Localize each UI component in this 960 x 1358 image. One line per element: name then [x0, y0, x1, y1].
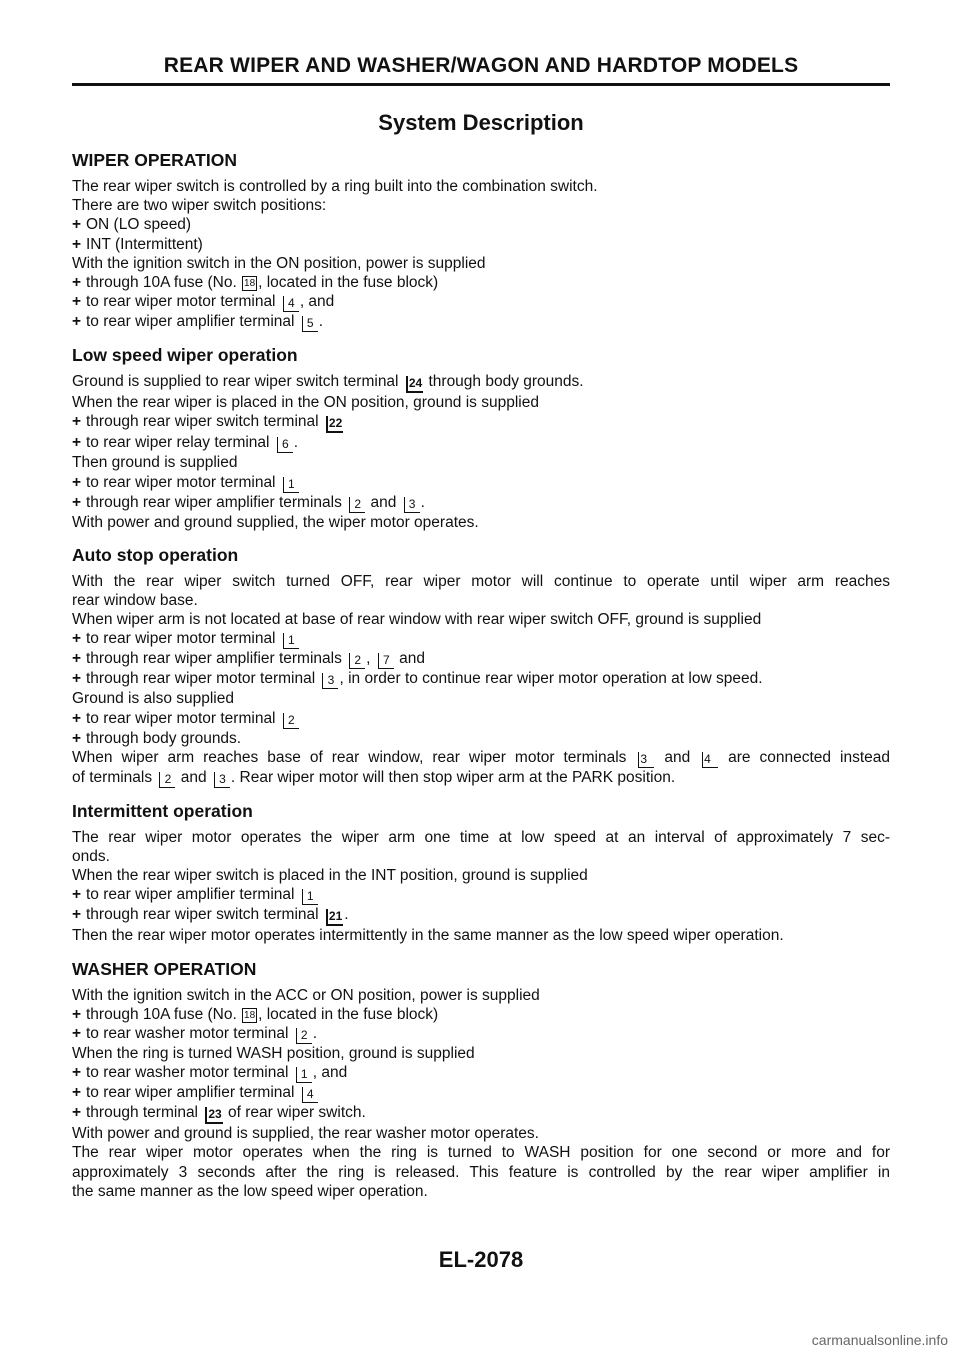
- bullet-line: [72, 493, 890, 513]
- terminal-number: 1: [283, 477, 299, 493]
- text-run: .: [420, 493, 425, 511]
- page-title: System Description: [378, 110, 584, 135]
- terminal-number: 24: [406, 376, 423, 393]
- text-run: through rear wiper amplifier terminals: [86, 650, 347, 668]
- text-line: [72, 513, 890, 532]
- bullet-line: [72, 473, 890, 493]
- text-line: [72, 254, 890, 273]
- text-line: [72, 610, 890, 629]
- text-run: to rear wiper motor terminal: [86, 293, 280, 311]
- bullet-mark: +: [72, 1064, 82, 1082]
- text-run: approximately 3 seconds after the ring is released. This feature is controlled by the rear wiper amplifier in: [72, 1163, 890, 1181]
- bullet-mark: +: [72, 906, 82, 924]
- text-line: [72, 689, 890, 708]
- text-line: [72, 768, 890, 788]
- bullet-line: [72, 412, 890, 433]
- text-run: to rear wiper amplifier terminal: [86, 1084, 299, 1102]
- text-run: When the rear wiper is placed in the ON position, ground is supplied: [72, 394, 539, 412]
- text-run: through rear wiper motor terminal: [86, 670, 320, 688]
- text-run: With the ignition switch in the ON position, power is supplied: [72, 254, 486, 272]
- text-line: [72, 572, 890, 591]
- sections-container: [72, 150, 890, 1201]
- text-run: to rear washer motor terminal: [86, 1064, 293, 1082]
- terminal-number: 7: [378, 653, 394, 669]
- text-run: through 10A fuse (No.: [86, 274, 242, 292]
- terminal-number: 2: [296, 1028, 312, 1044]
- bullet-mark: +: [72, 729, 82, 747]
- text-line: [72, 177, 890, 196]
- bullet-mark: +: [72, 216, 82, 234]
- text-line: [72, 1124, 890, 1143]
- bullet-mark: +: [72, 413, 82, 431]
- bullet-mark: +: [72, 293, 82, 311]
- terminal-number: 22: [326, 416, 343, 433]
- text-run: onds.: [72, 848, 110, 866]
- watermark: carmanualsonline.info: [811, 1332, 948, 1348]
- text-line: [72, 1143, 890, 1162]
- bullet-mark: +: [72, 434, 82, 452]
- text-run: When the rear wiper switch is placed in the INT position, ground is supplied: [72, 867, 588, 885]
- text-run: and: [176, 768, 211, 786]
- bullet-mark: +: [72, 630, 82, 648]
- text-line: [72, 926, 890, 945]
- text-run: When wiper arm is not located at base of rear window with rear wiper switch OFF, ground is supplied: [72, 611, 762, 629]
- text-run: The rear wiper motor operates when the ring is turned to WASH position for one second or more and for: [72, 1144, 890, 1162]
- text-run: and: [394, 650, 425, 668]
- text-run: INT (Intermittent): [86, 235, 203, 253]
- terminal-number: 23: [205, 1107, 222, 1124]
- bullet-line: [72, 312, 890, 332]
- terminal-number: 1: [283, 633, 299, 649]
- text-run: ON (LO speed): [86, 216, 192, 234]
- bullet-mark: +: [72, 274, 82, 292]
- bullet-line: [72, 215, 890, 234]
- text-run: through terminal: [86, 1104, 203, 1122]
- text-run: With power and ground is supplied, the rear washer motor operates.: [72, 1125, 539, 1143]
- bullet-mark: +: [72, 886, 82, 904]
- section-title: WASHER OPERATION: [72, 958, 257, 979]
- bullet-line: [72, 1083, 890, 1103]
- bullet-mark: +: [72, 1005, 82, 1023]
- text-line: [72, 1182, 890, 1201]
- bullet-line: [72, 1005, 890, 1024]
- text-run: The rear wiper motor operates the wiper arm one time at low speed at an interval of approximately 7 sec-: [72, 828, 890, 846]
- section: [72, 545, 890, 788]
- terminal-number: 2: [349, 653, 365, 669]
- text-run: With the rear wiper switch turned OFF, rear wiper motor will continue to operate until wiper arm reaches: [72, 572, 890, 590]
- terminal-number: 5: [302, 316, 318, 332]
- bullet-line: [72, 649, 890, 669]
- text-run: through body grounds.: [424, 373, 584, 391]
- text-line: [72, 393, 890, 412]
- text-run: , and: [312, 1064, 348, 1082]
- bullet-mark: +: [72, 1104, 82, 1122]
- bullet-line: [72, 669, 890, 689]
- terminal-number: 2: [283, 713, 299, 729]
- section: [72, 959, 890, 1201]
- text-run: .: [312, 1025, 318, 1043]
- text-run: Ground is supplied to rear wiper switch terminal: [72, 373, 403, 391]
- text-run: , in order to continue rear wiper motor operation at low speed.: [339, 670, 763, 688]
- section: [72, 345, 890, 532]
- bullet-line: [72, 729, 890, 748]
- terminal-number: 2: [159, 772, 175, 788]
- text-run: .: [293, 434, 299, 452]
- section: [72, 801, 890, 946]
- section-title: Low speed wiper operation: [72, 345, 298, 366]
- bullet-mark: +: [72, 670, 82, 688]
- text-run: , and: [299, 293, 335, 311]
- terminal-number: 3: [322, 673, 338, 689]
- bullet-mark: +: [72, 1025, 82, 1043]
- text-line: [72, 828, 890, 847]
- bullet-mark: +: [72, 313, 82, 331]
- text-line: [72, 1163, 890, 1182]
- section-title: Auto stop operation: [72, 544, 239, 565]
- bullet-line: [72, 292, 890, 312]
- text-run: . Rear wiper motor will then stop wiper arm at the PARK position.: [230, 768, 676, 786]
- text-run: through rear wiper amplifier terminals: [86, 493, 347, 511]
- text-run: , located in the fuse block): [258, 1005, 439, 1023]
- text-run: to rear wiper motor terminal: [86, 630, 280, 648]
- text-run: and: [655, 748, 700, 766]
- page-number: EL-2078: [438, 1247, 524, 1272]
- text-line: [72, 453, 890, 472]
- section-title: WIPER OPERATION: [72, 150, 237, 170]
- text-run: the same manner as the low speed wiper operation.: [72, 1182, 428, 1200]
- bullet-mark: +: [72, 493, 82, 511]
- bullet-line: [72, 629, 890, 649]
- text-run: through 10A fuse (No.: [86, 1005, 242, 1023]
- text-line: [72, 847, 890, 866]
- text-run: are connected instead: [719, 748, 890, 766]
- text-run: and: [366, 493, 401, 511]
- text-run: There are two wiper switch positions:: [72, 197, 327, 215]
- bullet-mark: +: [72, 473, 82, 491]
- bullet-line: [72, 885, 890, 905]
- bullet-line: [72, 273, 890, 292]
- bullet-mark: +: [72, 235, 82, 253]
- text-run: to rear wiper motor terminal: [86, 709, 280, 727]
- terminal-number: 4: [302, 1087, 318, 1103]
- text-run: to rear washer motor terminal: [86, 1025, 293, 1043]
- text-run: .: [344, 906, 349, 924]
- fuse-number: 18: [244, 278, 256, 290]
- page-header: REAR WIPER AND WASHER/WAGON AND HARDTOP MODELS: [163, 54, 799, 77]
- text-run: The rear wiper switch is controlled by a ring built into the combination switch.: [72, 178, 598, 195]
- terminal-number: 1: [296, 1067, 312, 1083]
- bullet-line: [72, 709, 890, 729]
- text-run: With the ignition switch in the ACC or ON position, power is supplied: [72, 986, 540, 1004]
- terminal-number: 2: [349, 497, 365, 513]
- terminal-number: 21: [326, 909, 343, 926]
- bullet-mark: +: [72, 650, 82, 668]
- text-run: to rear wiper amplifier terminal: [86, 313, 299, 331]
- terminal-number: 1: [302, 889, 318, 905]
- bullet-line: [72, 433, 890, 453]
- terminal-number: 4: [702, 752, 718, 768]
- text-line: [72, 748, 890, 768]
- text-run: .: [318, 313, 324, 331]
- header-rule: [72, 83, 890, 86]
- bullet-mark: +: [72, 1084, 82, 1102]
- bullet-line: [72, 905, 890, 926]
- text-line: [72, 866, 890, 885]
- text-run: , located in the fuse block): [258, 274, 439, 292]
- bullet-line: [72, 1063, 890, 1083]
- text-run: Then ground is supplied: [72, 454, 238, 472]
- text-run: Ground is also supplied: [72, 690, 234, 708]
- terminal-number: 6: [277, 437, 293, 453]
- terminal-number: 3: [404, 497, 420, 513]
- text-run: When the ring is turned WASH position, ground is supplied: [72, 1045, 475, 1063]
- terminal-number: 3: [638, 752, 654, 768]
- page-content: [72, 110, 890, 1214]
- text-run: ,: [366, 650, 375, 668]
- text-run: through rear wiper switch terminal: [86, 413, 323, 431]
- text-run: to rear wiper relay terminal: [86, 434, 274, 452]
- bullet-line: [72, 1103, 890, 1124]
- text-run: of rear wiper switch.: [223, 1104, 366, 1122]
- text-run: Then the rear wiper motor operates intermittently in the same manner as the low speed wiper operation.: [72, 927, 784, 945]
- text-run: through rear wiper switch terminal: [86, 906, 323, 924]
- text-run: With power and ground supplied, the wiper motor operates.: [72, 513, 479, 531]
- bullet-mark: +: [72, 709, 82, 727]
- terminal-number: 4: [283, 296, 299, 312]
- text-run: to rear wiper amplifier terminal: [86, 886, 299, 904]
- fuse-number: 18: [244, 1009, 256, 1021]
- text-run: rear window base.: [72, 592, 198, 610]
- section-title: Intermittent operation: [72, 800, 253, 821]
- text-line: [72, 986, 890, 1005]
- bullet-line: [72, 1024, 890, 1044]
- text-run: to rear wiper motor terminal: [86, 473, 280, 491]
- section: [72, 150, 890, 332]
- text-line: [72, 591, 890, 610]
- text-run: of terminals: [72, 768, 157, 786]
- bullet-line: [72, 235, 890, 254]
- terminal-number: 3: [214, 772, 230, 788]
- text-run: through body grounds.: [86, 729, 242, 747]
- text-line: [72, 1044, 890, 1063]
- text-line: [72, 196, 890, 215]
- text-line: [72, 372, 890, 393]
- text-run: When wiper arm reaches base of rear window, rear wiper motor terminals: [72, 748, 636, 766]
